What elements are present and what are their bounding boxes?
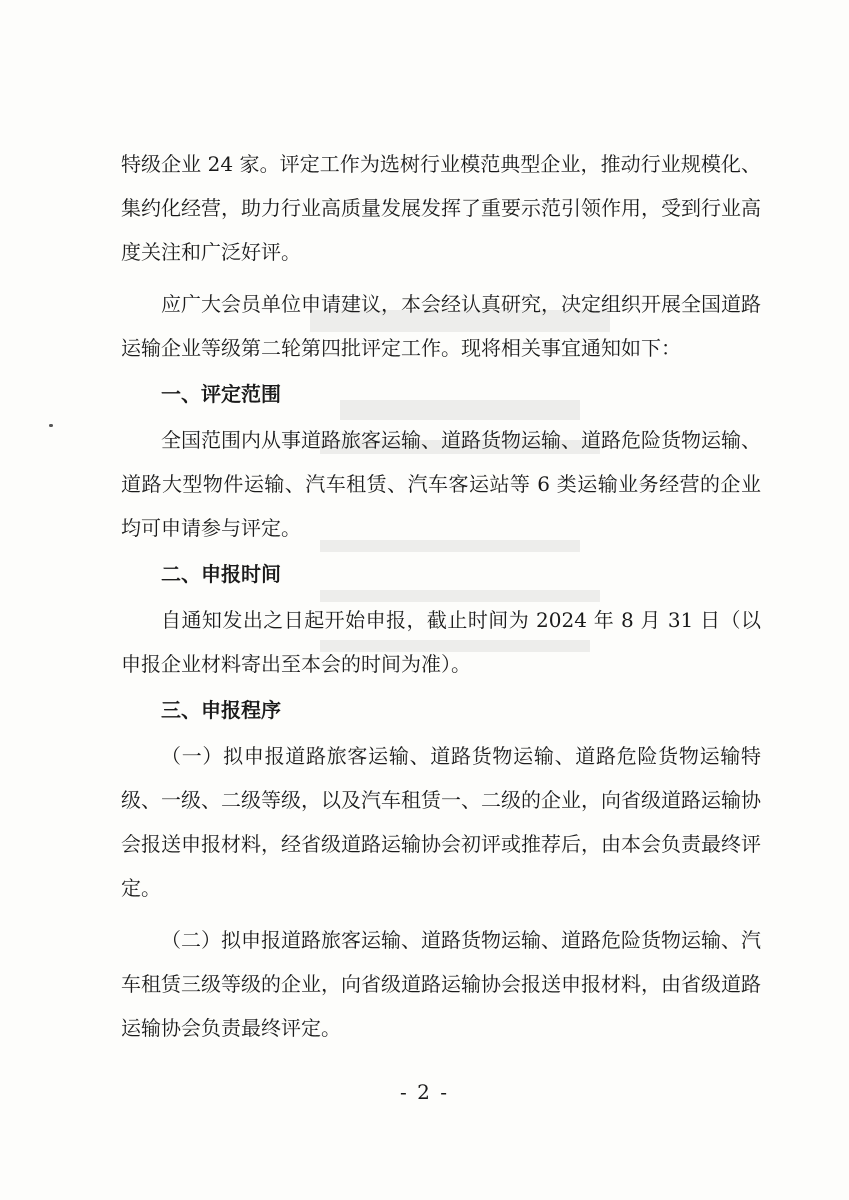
paragraph-intro-continued: 特级企业 24 家。评定工作为选树行业模范典型企业，推动行业规模化、集约化经营，助力行业高质量发展发挥了重要示范引领作用，受到行业高度关注和广泛好评。 <box>121 152 761 264</box>
paragraph-scope: 全国范围内从事道路旅客运输、道路货物运输、道路危险货物运输、道路大型物件运输、汽车租赁、汽车客运站等 6 类运输业务经营的企业均可申请参与评定。 <box>121 428 761 540</box>
section-heading-procedure: 三、申报程序 <box>161 698 281 722</box>
section-heading-scope: 一、评定范围 <box>161 382 281 406</box>
paragraph-notice-purpose: 应广大会员单位申请建议，本会经认真研究，决定组织开展全国道路运输企业等级第二轮第四批评定工作。现将相关事宜通知如下： <box>121 292 761 360</box>
scan-speck <box>49 424 53 427</box>
paragraph-time: 自通知发出之日起开始申报，截止时间为 2024 年 8 月 31 日（以申报企业材料寄出至本会的时间为准）。 <box>121 608 761 676</box>
section-heading-time: 二、申报时间 <box>161 562 281 586</box>
paragraph-procedure-2: （二）拟申报道路旅客运输、道路货物运输、道路危险货物运输、汽车租赁三级等级的企业，向省级道路运输协会报送申报材料，由省级道路运输协会负责最终评定。 <box>121 928 761 1040</box>
paragraph-procedure-1: （一）拟申报道路旅客运输、道路货物运输、道路危险货物运输特级、一级、二级等级，以及汽车租赁一、二级的企业，向省级道路运输协会报送申报材料，经省级道路运输协会初评或推荐后，由本会负责最终评定。 <box>121 744 761 900</box>
page-number: - 2 - <box>400 1080 449 1104</box>
document-body <box>121 142 761 1050</box>
